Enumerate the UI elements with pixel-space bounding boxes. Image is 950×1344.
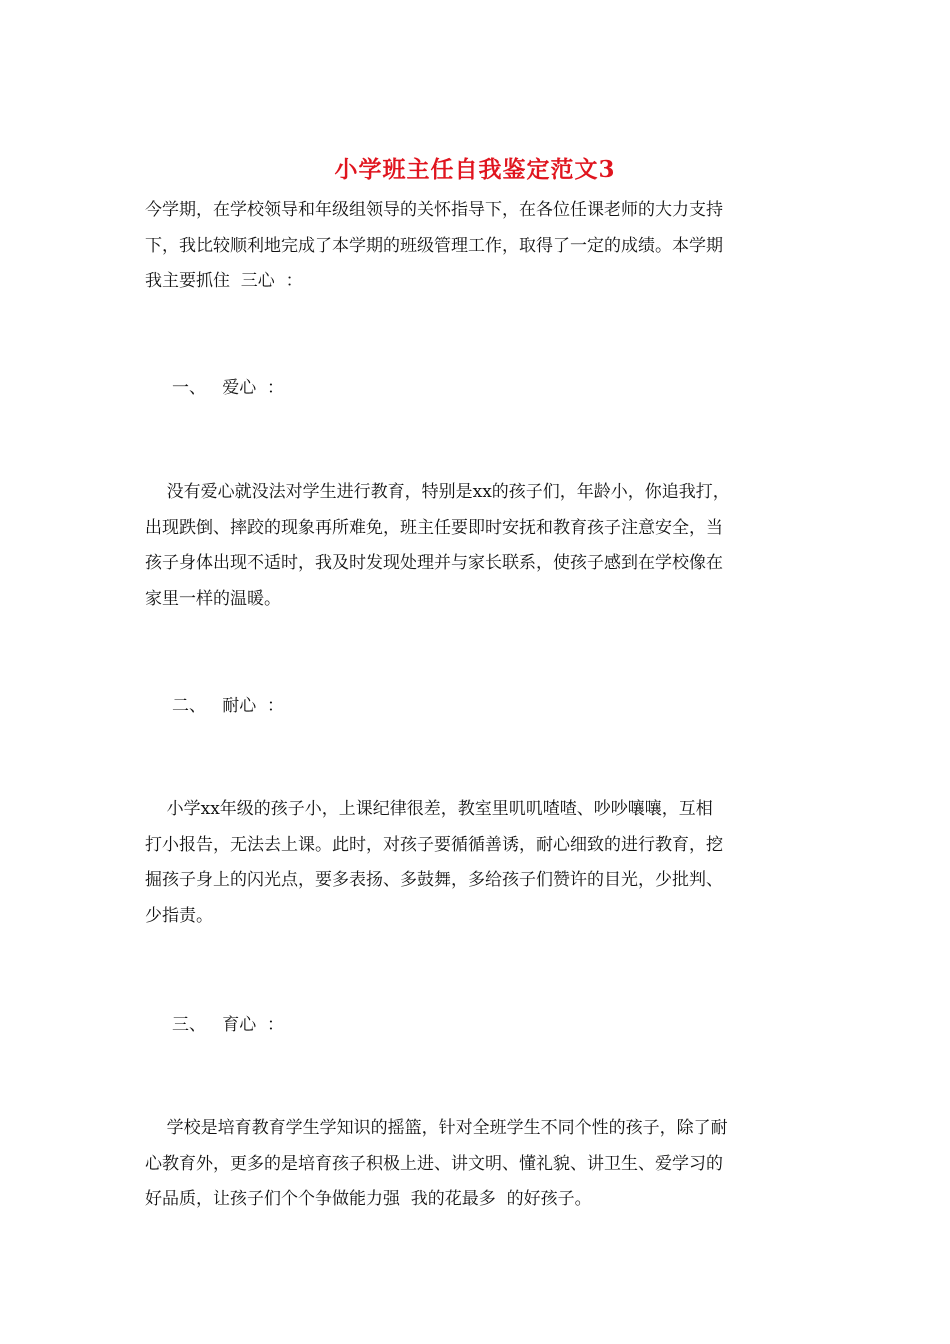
paragraph-line: 少指责。 <box>145 905 213 926</box>
intro-paragraph <box>145 193 810 300</box>
paragraph-line: 家里一样的温暖。 <box>145 588 281 609</box>
intro-line: 今学期，在学校领导和年级组领导的关怀指导下，在各位任课老师的大力支持 <box>145 200 723 220</box>
paragraph-line: 小学xx年级的孩子小，上课纪律很差，教室里叽叽喳喳、吵吵嚷嚷，互相 <box>145 799 713 819</box>
section-heading-1: 一、 爱心 ： <box>172 378 285 398</box>
paragraph-line: 孩子身体出现不适时，我及时发现处理并与家长联系，使孩子感到在学校像在 <box>145 553 723 573</box>
section-paragraph-3 <box>145 1111 810 1218</box>
section-paragraph-1 <box>145 475 810 617</box>
paragraph-line: 心教育外，更多的是培育孩子积极上进、讲文明、懂礼貌、讲卫生、爱学习的 <box>145 1153 723 1174</box>
section-paragraph-2 <box>145 792 810 934</box>
paragraph-line: 打小报告，无法去上课。此时，对孩子要循循善诱，耐心细致的进行教育，挖 <box>145 834 723 855</box>
section-heading-3: 三、 育心 ： <box>172 1015 285 1035</box>
paragraph-line: 学校是培育教育学生学知识的摇篮，针对全班学生不同个性的孩子，除了耐 <box>145 1118 728 1138</box>
document-title: 小学班主任自我鉴定范文3 <box>334 156 616 183</box>
intro-line: 下，我比较顺利地完成了本学期的班级管理工作，取得了一定的成绩。本学期 <box>145 235 723 256</box>
paragraph-line: 没有爱心就没法对学生进行教育，特别是xx的孩子们，年龄小，你追我打， <box>145 482 730 502</box>
intro-line: 我主要抓住 三心 ： <box>145 271 303 291</box>
section-heading-2: 二、 耐心 ： <box>172 696 285 716</box>
paragraph-line: 出现跌倒、摔跤的现象再所难免，班主任要即时安抚和教育孩子注意安全，当 <box>145 517 723 538</box>
paragraph-line: 好品质，让孩子们个个争做能力强 我的花最多 的好孩子。 <box>145 1189 592 1209</box>
paragraph-line: 掘孩子身上的闪光点，要多表扬、多鼓舞，多给孩子们赞许的目光，少批判、 <box>145 870 723 890</box>
